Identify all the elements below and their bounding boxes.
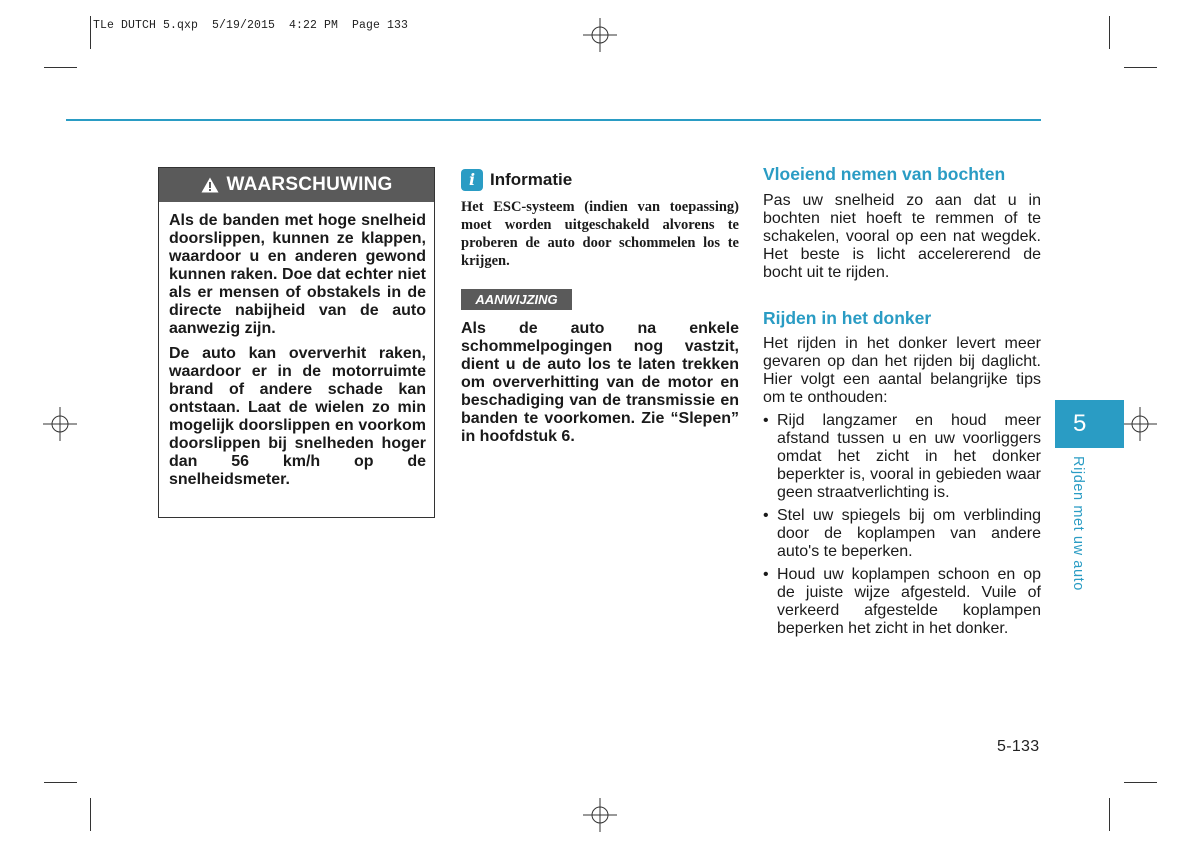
list-item: • Rijd langzamer en houd meer afstand tussen u en uw voorliggers omdat het zicht in het donker beperkter is, vooral in gebieden waar geen straatverlichting is.	[763, 412, 1041, 501]
crop-mark	[1124, 782, 1157, 783]
crop-mark	[90, 798, 91, 831]
warning-triangle-icon	[201, 177, 219, 193]
header-rule	[66, 119, 1041, 121]
crop-mark	[1109, 16, 1110, 49]
registration-mark-icon	[1123, 407, 1157, 441]
crop-mark	[90, 16, 91, 49]
registration-mark-icon	[583, 798, 617, 832]
registration-mark-icon	[583, 18, 617, 52]
warning-title: WAARSCHUWING	[226, 174, 393, 195]
crop-mark	[44, 67, 77, 68]
info-text: Het ESC-systeem (indien van toepassing) moet worden uitgeschakeld alvorens te proberen de auto door schommelen los te krijgen.	[461, 199, 739, 269]
info-title: Informatie	[490, 170, 573, 189]
note-text: Als de auto na enkele schommelpogingen nog vastzit, dient u de auto los te laten trekken om oververhitting van de motor en beschadiging van de transmissie en banden te voorkomen. Zie “Slepen” in hoofdstuk 6.	[461, 320, 739, 445]
info-icon: i	[461, 169, 483, 191]
list-item: • Houd uw koplampen schoon en op de juiste wijze afgesteld. Vuile of verkeerd afgestelde koplampen beperken het zicht in het donker.	[763, 566, 1041, 637]
list-item-text: Houd uw koplampen schoon en op de juiste wijze afgesteld. Vuile of verkeerd afgestelde koplampen beperken het zicht in het donker.	[777, 566, 1041, 637]
list-item-text: Stel uw spiegels bij om verblinding door de koplampen van andere auto's te beperken.	[777, 507, 1041, 560]
crop-mark	[44, 782, 77, 783]
list-item-text: Rijd langzamer en houd meer afstand tussen u en uw voorliggers omdat het zicht in het donker beperkter is, vooral in gebieden waar geen straatverlichting is.	[777, 412, 1041, 501]
section-text-bends: Pas uw snelheid zo aan dat u in bochten niet hoeft te remmen of te schakelen, vooral op een nat wegdek. Het beste is licht accelererend de bocht uit te rijden.	[763, 192, 1041, 281]
tips-list	[763, 412, 1041, 643]
warning-paragraph: Als de banden met hoge snelheid doorslippen, kunnen ze klappen, waardoor u en anderen gewond kunnen raken. Doe dat echter niet als er mensen of obstakels in de directe nabijheid van de auto aanwezig zijn.	[169, 212, 426, 337]
section-title-bends: Vloeiend nemen van bochten	[763, 164, 1006, 184]
chapter-tab: 5	[1055, 400, 1124, 448]
warning-header	[159, 168, 434, 202]
crop-mark	[1109, 798, 1110, 831]
section-title-dark: Rijden in het donker	[763, 308, 932, 328]
registration-mark-icon	[43, 407, 77, 441]
warning-box	[158, 167, 435, 518]
crop-mark	[1124, 67, 1157, 68]
page-number: 5-133	[997, 738, 1040, 755]
print-header: TLe DUTCH 5.qxp 5/19/2015 4:22 PM Page 133	[93, 19, 409, 32]
list-item: • Stel uw spiegels bij om verblinding door de koplampen van andere auto's te beperken.	[763, 507, 1041, 560]
note-label: AANWIJZING	[461, 289, 572, 310]
section-text-dark: Het rijden in het donker levert meer gevaren op dan het rijden bij daglicht. Hier volgt een aantal belangrijke tips om te onthouden:	[763, 335, 1041, 406]
chapter-label: Rijden met uw auto	[1070, 456, 1086, 591]
warning-paragraph: De auto kan oververhit raken, waardoor er in de motorruimte brand of andere schade kan ontstaan. Laat de wielen zo min mogelijk doorslippen en voorkom doorslippen bij snelheden hoger dan 56 km/h op de snelheidsmeter.	[169, 345, 426, 488]
warning-body	[159, 202, 434, 489]
info-heading	[461, 169, 572, 191]
